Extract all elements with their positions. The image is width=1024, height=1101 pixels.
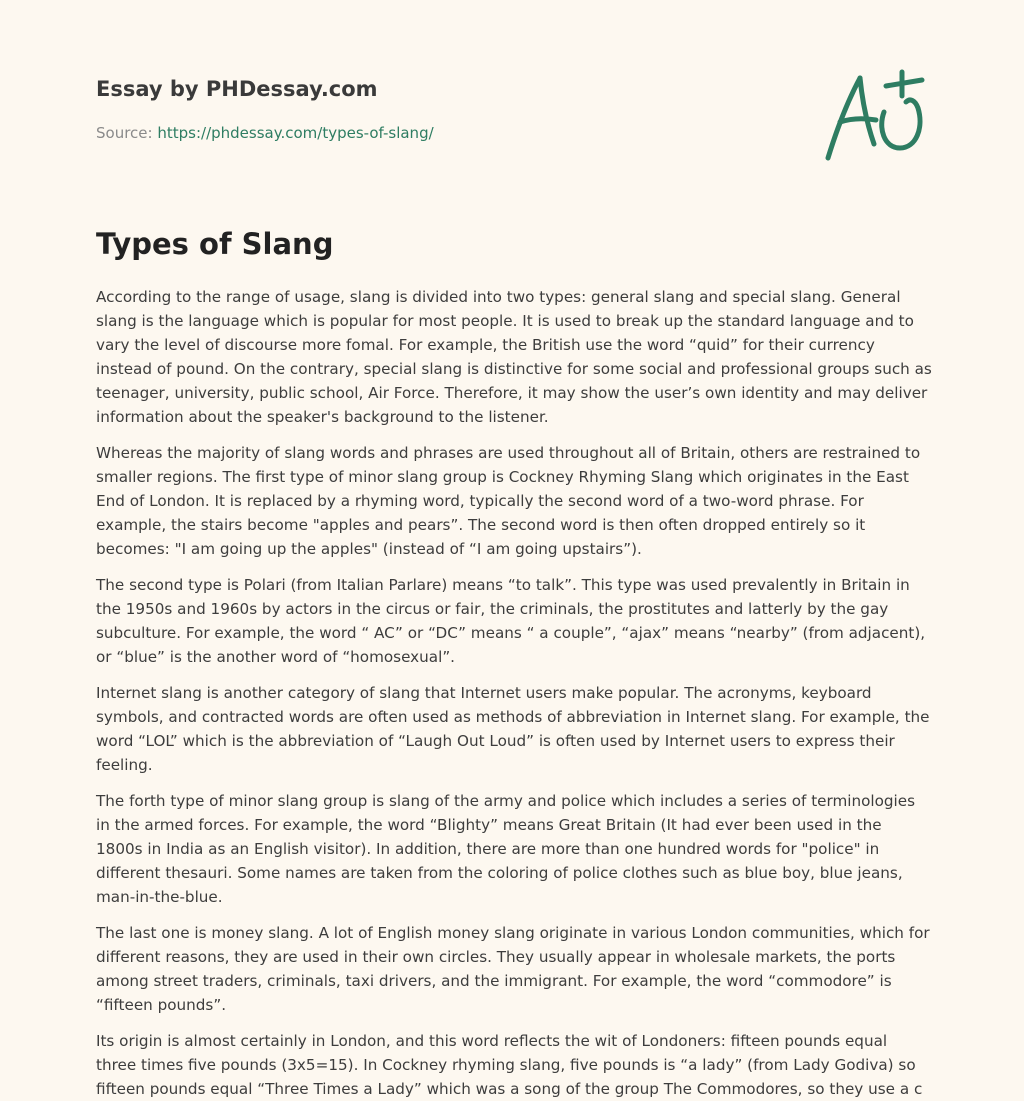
essay-body bbox=[96, 285, 932, 1098]
document-header bbox=[96, 74, 796, 144]
essay-paragraph: According to the range of usage, slang is divided into two types: general slang and special slang. General slang is the language which is popular for most people. It is used to break up the standard language and to vary the level of discourse more fomal. For example, the British use the word “quid” for their currency instead of pound. On the contrary, special slang is distinctive for some social and professional groups such as teenager, university, public school, Air Force. Therefore, it may show the user’s own identity and may deliver information about the speaker's background to the listener. bbox=[96, 288, 932, 426]
essay-paragraph: The forth type of minor slang group is slang of the army and police which includes a series of terminologies in the armed forces. For example, the word “Blighty” means Great Britain (It had ever been used in the 1800s in India as an English visitor). In addition, there are more than one hundred words for "police" in different thesauri. Some names are taken from the coloring of police clothes such as blue boy, blue jeans, man-in-the-blue. bbox=[96, 792, 916, 906]
essay-paragraph: Whereas the majority of slang words and phrases are used throughout all of Britain, others are restrained to smaller regions. The first type of minor slang group is Cockney Rhyming Slang which originates in the East End of London. It is replaced by a rhyming word, typically the second word of a two-word phrase. For example, the stairs become "apples and pears”. The second word is then often dropped entirely so it becomes: "I am going up the apples" (instead of “I am going upstairs”). bbox=[96, 444, 921, 558]
source-label: Source: bbox=[96, 124, 153, 142]
source-link[interactable]: https://phdessay.com/types-of-slang/ bbox=[157, 124, 434, 142]
essay-paragraph: The last one is money slang. A lot of English money slang originate in various London communities, which for different reasons, they are used in their own circles. They usually appear in wholesale markets, the ports among street traders, criminals, taxi drivers, and the immigrant. For example, the word “commodore” is “fifteen pounds”. bbox=[96, 924, 930, 1014]
essay-title: Types of Slang bbox=[96, 227, 334, 261]
essay-paragraph: The second type is Polari (from Italian Parlare) means “to talk”. This type was used prevalently in Britain in the 1950s and 1960s by actors in the circus or fair, the criminals, the prostitutes and latterly by the gay subculture. For example, the word “ AC” or “DC” means “ a couple”, “ajax” means “nearby” (from adjacent), or “blue” is the another word of “homosexual”. bbox=[96, 576, 926, 666]
essay-paragraph: Internet slang is another category of slang that Internet users make popular. The acronyms, keyboard symbols, and contracted words are often used as methods of abbreviation in Internet slang. For example, the word “LOL” which is the abbreviation of “Laugh Out Loud” is often used by Internet users to express their feeling. bbox=[96, 684, 930, 774]
source-line bbox=[96, 122, 796, 144]
essay-paragraph: Its origin is almost certainly in London, and this word reflects the wit of Londoners: fifteen pounds equal three times five pounds (3x5=15). In Cockney rhyming slang, five pounds is “a lady” (from Lady Godiva) so fifteen pounds equal “Three Times a Lady” which was a song of the group The Commodores, so they use a c bbox=[96, 1032, 923, 1098]
brand-title: Essay by PHDessay.com bbox=[96, 77, 378, 101]
a-plus-logo-icon bbox=[818, 66, 930, 166]
